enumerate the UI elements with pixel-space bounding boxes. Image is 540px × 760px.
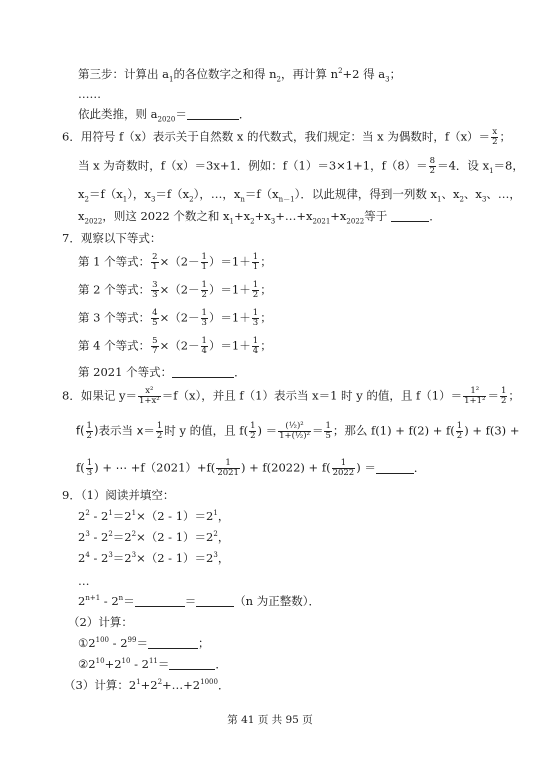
text-segment: 2 <box>189 195 194 204</box>
text-segment: 等于 <box>364 209 388 223</box>
question-6-line-1: 6．用符号 f（x）表示关于自然数 x 的代数式，我们规定：当 x 为偶数时，f（x）＝ $\frac{x}{2}$ ； <box>62 127 511 147</box>
text-segment: ＝f（x <box>155 187 190 201</box>
text-segment: - 2 <box>89 509 109 523</box>
text-segment: 11 <box>148 657 158 666</box>
part-3 <box>64 677 229 693</box>
text-segment: - 2 <box>109 636 128 650</box>
answer-blank[interactable] <box>148 636 198 649</box>
identity-row <box>78 529 229 545</box>
general-formula: $2^{n+1} - 2^n= = (n$ 为正整数）． <box>78 594 320 608</box>
text-segment: ＝2 <box>112 509 132 523</box>
text-segment: 1 <box>213 509 218 518</box>
infer-line: 依此类推，则 $a_{2020}=$ ． <box>78 107 251 124</box>
step3-line: 第三步：计算出 $a_1$的各位数字之和得 $n_2$，再计算 $n^2+2$ 得 $a_3$； <box>78 67 402 84</box>
text-segment: ＝2 <box>112 551 132 565</box>
text-segment: 、…， <box>486 187 521 201</box>
text-segment: x <box>78 209 85 223</box>
text-segment: +x <box>234 209 251 223</box>
text-segment: 2 <box>78 551 86 565</box>
equation-row: 第 1 个等式： $\frac{2}{1}$ ×（2－ $\frac{1}{1}$ ）＝1＋ $\frac{1}{1}$ ； <box>78 252 272 272</box>
part-2-title: （2）计算： <box>68 615 133 629</box>
text-segment: 10 <box>95 657 105 666</box>
answer-blank[interactable] <box>169 657 215 670</box>
text-segment: +…+2 <box>162 678 201 692</box>
question-8-line-1: 8．如果记 y＝ $\frac{\text{x²}}{\text{1+x²}}$ ＝f（x），并且 f（1）表示当 x＝1 时 y 的值，且 f（1）＝ $\frac{\text{1²}}{\text{1+1²}}$ ＝ $\frac{1}{2}$ ； <box>62 386 520 406</box>
text-segment: ），x <box>127 187 151 201</box>
text-segment: 1 <box>122 195 128 204</box>
text-segment: 2 <box>250 217 255 226</box>
compute-1: $①2^{100} - 2^{99}=$ ； <box>78 636 210 650</box>
text-segment: ， <box>217 551 230 565</box>
text-segment: 2022 <box>84 217 103 226</box>
answer-blank[interactable] <box>391 209 429 222</box>
text-segment: ×（2 - 1）＝2 <box>136 509 214 523</box>
question-6-line-4: $x_{2022}$，则这 2022 个数之和 $x_1+x_2+x_3+\dots+x_{2021}+x_{2022}$等于 ． <box>78 209 441 226</box>
text-segment: - 2 <box>130 657 149 671</box>
text-segment: 3 <box>481 195 487 204</box>
text-segment: x <box>78 187 85 201</box>
text-segment: 2 <box>157 678 163 687</box>
identity-row <box>78 508 229 524</box>
text-segment: 、x <box>463 187 482 201</box>
compute-2: $②2^{10}+2^{10} - 2^{11}=$ ． <box>78 657 227 671</box>
text-segment: 3 <box>150 195 156 204</box>
text-segment: +x <box>330 209 347 223</box>
question-7-title: 7．观察以下等式： <box>62 231 162 245</box>
text-segment: ＝f（x <box>244 187 279 201</box>
text-segment: 2 <box>131 530 137 539</box>
identity-row <box>78 550 229 566</box>
equation-2021: 第 2021 个等式： ． <box>78 365 246 379</box>
page-footer: 第 41 页 共 95 页 <box>227 714 313 726</box>
text-segment: ＝f（x <box>88 187 123 201</box>
text-segment: ． <box>217 678 230 692</box>
equation-row: 第 3 个等式： $\frac{4}{5}$ ×（2－ $\frac{1}{3}$ ）＝1＋ $\frac{1}{3}$ ； <box>78 308 272 328</box>
text-segment: 3 <box>131 551 137 560</box>
answer-blank[interactable] <box>376 461 414 474</box>
text-segment: ），…，x <box>193 187 241 201</box>
text-segment: 2 <box>78 509 86 523</box>
answer-blank[interactable] <box>172 365 234 378</box>
text-segment: ×（2 - 1）＝2 <box>136 551 214 565</box>
question-6-line-3 <box>78 186 521 202</box>
text-segment: 2022 <box>346 217 365 226</box>
answer-blank[interactable] <box>187 107 239 120</box>
text-segment: 1 <box>136 678 141 687</box>
text-segment: 1 <box>108 509 113 518</box>
text-segment: n－1 <box>278 195 295 204</box>
text-segment: ②2 <box>78 657 96 671</box>
dots: … <box>78 574 90 588</box>
text-segment: ＝ <box>157 657 170 671</box>
text-segment: ＝ <box>136 636 148 650</box>
text-segment: ， <box>217 530 230 544</box>
text-segment: - 2 <box>89 551 109 565</box>
text-segment: +x <box>254 209 271 223</box>
text-segment: n <box>240 195 245 204</box>
text-segment: 4 <box>85 551 90 560</box>
text-segment: 3 <box>108 551 113 560</box>
ellipsis: …… <box>78 87 101 101</box>
text-segment: ，则这 2022 个数之和 x <box>102 209 230 223</box>
text-segment: +2 <box>140 678 158 692</box>
text-segment: 99 <box>127 636 137 645</box>
question-9-title: 9．（1）阅读并填空： <box>62 488 175 502</box>
text-segment: 3 <box>270 217 276 226</box>
text-segment: 2 <box>108 530 113 539</box>
text-segment: 2 <box>213 530 218 539</box>
question-6-line-2: 当 x 为奇数时，f（x）＝3x+1．例如：f（1）＝3×1+1，f（8）＝ $\frac{8}{2}$ ＝4．设 $x_1=8$， <box>78 156 524 176</box>
text-segment: 1 <box>229 217 235 226</box>
text-segment: 3 <box>85 530 90 539</box>
text-segment: 、x <box>441 187 460 201</box>
text-segment: 2 <box>84 195 89 204</box>
text-segment: 100 <box>95 636 110 645</box>
answer-blank[interactable] <box>135 594 185 607</box>
text-segment: 10 <box>121 657 131 666</box>
text-segment: ）．以此规律，得到一列数 x <box>294 187 437 201</box>
text-segment: 2 <box>78 530 86 544</box>
answer-blank[interactable] <box>196 594 234 607</box>
text-segment: 3 <box>213 551 218 560</box>
text-segment: ×（2 - 1）＝2 <box>136 530 214 544</box>
question-8-line-2: f( $\frac{1}{2}$ )表示当 x＝ $\frac{1}{2}$ 时 y 的值，且 f( $\frac{1}{2}$ ) ＝ $\frac{\text{(½)²}}{\text{1+(½)²}}$ ＝ $\frac{1}{5}$ ；那么 f(1) + f(2) + f( $\frac{1}{2}$ ) + f(3) + <box>76 421 520 441</box>
text-segment: - 2 <box>89 530 109 544</box>
text-segment: 1 <box>437 195 442 204</box>
question-8-line-3: f( $\frac{1}{3}$ ) + ⋯ +f（2021）+f( $\frac{1}{2021}$ ) + f(2022) + f( $\frac{1}{2022}$ ) ＝ ． <box>76 458 426 478</box>
text-segment: 2021 <box>312 217 331 226</box>
equation-row: 第 4 个等式： $\frac{5}{7}$ ×（2－ $\frac{1}{4}$ ）＝1＋ $\frac{1}{4}$ ； <box>78 336 272 356</box>
text-segment: （3）计算：2 <box>64 678 137 692</box>
equation-row: 第 2 个等式： $\frac{3}{3}$ ×（2－ $\frac{1}{2}$ ）＝1＋ $\frac{1}{2}$ ； <box>78 280 272 300</box>
text-segment: 2 <box>459 195 464 204</box>
text-segment: 2 <box>85 509 90 518</box>
text-segment: +2 <box>104 657 122 671</box>
text-segment: ＝2 <box>112 530 132 544</box>
text-segment: 1000 <box>200 678 218 687</box>
text-segment: 1 <box>131 509 137 518</box>
text-segment: ①2 <box>78 636 96 650</box>
text-segment: +…+x <box>275 209 313 223</box>
text-segment: ， <box>217 509 230 523</box>
